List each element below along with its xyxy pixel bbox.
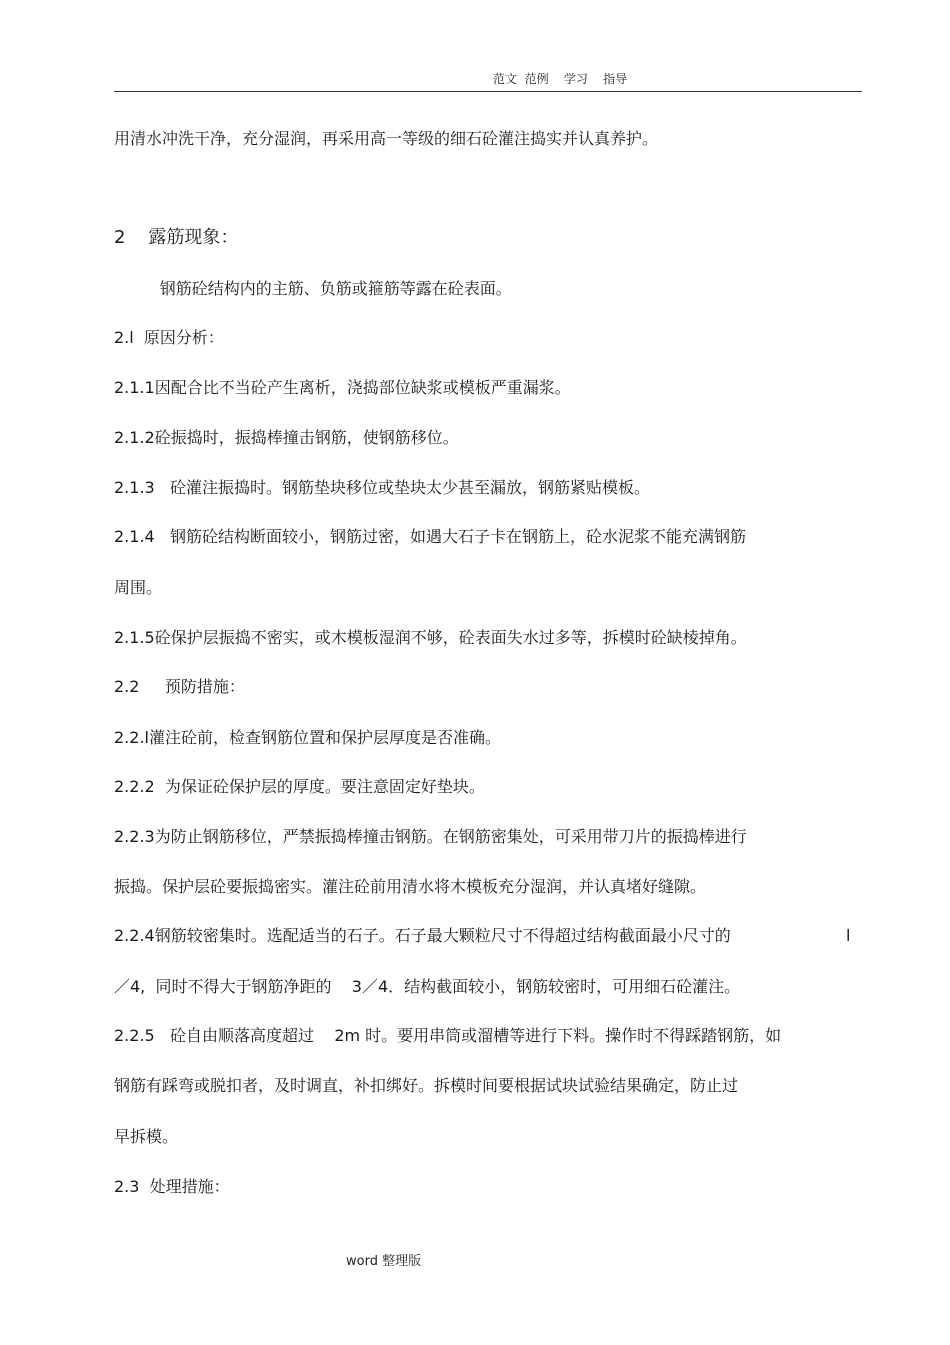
page-footer: word 整理版 (346, 1254, 422, 1269)
paragraph-line: 振捣。保护层砼要振捣密实。灌注砼前用清水将木模板充分湿润，并认真堵好缝隙。 (114, 877, 707, 896)
paragraph-line: 2.1.5砼保护层振捣不密实，或木模板湿润不够，砼表面失水过多等，拆模时砼缺棱掉角。 (114, 628, 747, 647)
paragraph-line: 2.1.2砼振捣时，振捣棒撞击钢筋，使钢筋移位。 (114, 428, 459, 447)
paragraph-line: 2.2.3为防止钢筋移位，严禁振捣棒撞击钢筋。在钢筋密集处，可采用带刀片的振捣棒进行 (114, 827, 747, 846)
page-header: 范文 范例 学习 指导 (493, 72, 628, 86)
paragraph-line: 2.1.4 钢筋砼结构断面较小，钢筋过密，如遇大石子卡在钢筋上，砼水泥浆不能充满钢筋 (114, 527, 746, 546)
paragraph-line: 2.2.2 为保证砼保护层的厚度。要注意固定好垫块。 (114, 777, 485, 796)
stray-mark: l (846, 926, 851, 945)
header-divider (114, 91, 862, 92)
paragraph-line: ／4, 同时不得大于钢筋净距的 3／4．结构截面较小，钢筋较密时，可用细石砼灌注。 (114, 977, 741, 996)
paragraph-line: 早拆模。 (114, 1127, 179, 1146)
paragraph-line: 2.2.4钢筋较密集时。选配适当的石子。石子最大颗粒尺寸不得超过结构截面最小尺寸的 (114, 926, 731, 945)
subsection-heading: 2.2 预防措施： (114, 677, 245, 696)
paragraph-line: 2.1.3 砼灌注振捣时。钢筋垫块移位或垫块太少甚至漏放，钢筋紧贴模板。 (114, 478, 650, 497)
subsection-heading: 2.3 处理措施： (114, 1177, 230, 1196)
paragraph-line: 钢筋有踩弯或脱扣者，及时调直，补扣绑好。拆模时间要根据试块试验结果确定，防止过 (114, 1076, 739, 1095)
paragraph-line: 用清水冲洗干净，充分湿润，再采用高一等级的细石砼灌注捣实并认真养护。 (114, 129, 659, 148)
section-heading: 2 露筋现象： (114, 227, 239, 248)
paragraph-line: 2.2.l灌注砼前，检查钢筋位置和保护层厚度是否准确。 (114, 728, 501, 747)
paragraph-line: 2.1.1因配合比不当砼产生离析，浇捣部位缺浆或模板严重漏浆。 (114, 378, 571, 397)
subsection-heading: 2.l 原因分析： (114, 328, 224, 347)
paragraph-line: 2.2.5 砼自由顺落高度超过 2m 时。要用串筒或溜槽等进行下料。操作时不得踩踏钢筋，如 (114, 1026, 782, 1045)
paragraph-line: 钢筋砼结构内的主筋、负筋或箍筋等露在砼表面。 (114, 279, 512, 298)
paragraph-line: 周围。 (114, 578, 163, 597)
